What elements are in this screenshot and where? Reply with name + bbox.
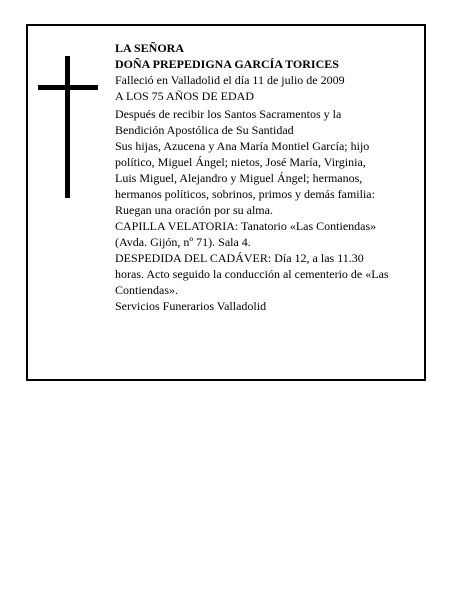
farewell-line: Contiendas».	[115, 283, 178, 297]
cross-horizontal-bar	[38, 85, 98, 90]
age-line: A LOS 75 AÑOS DE EDAD	[115, 89, 255, 103]
farewell-line: DESPEDIDA DEL CADÁVER: Día 12, a las 11.30	[115, 251, 364, 265]
chapel-line: CAPILLA VELATORIA: Tanatorio «Las Contiendas»	[115, 219, 377, 233]
sacraments-line: Bendición Apostólica de Su Santidad	[115, 123, 294, 137]
sacraments-line: Después de recibir los Santos Sacramentos y la	[115, 107, 342, 121]
family-line: Ruegan una oración por su alma.	[115, 203, 273, 217]
cross-vertical-bar	[65, 56, 70, 198]
services-line: Servicios Funerarios Valladolid	[115, 299, 267, 313]
family-line: hermanos políticos, sobrinos, primos y demás familia:	[115, 187, 375, 201]
cross-icon	[38, 56, 98, 198]
deceased-name: DOÑA PREPEDIGNA GARCÍA TORICES	[115, 57, 339, 71]
obituary-notice	[26, 24, 426, 381]
family-line: político, Miguel Ángel; nietos, José María, Virginia,	[115, 155, 366, 169]
family-line: Sus hijas, Azucena y Ana María Montiel García; hijo	[115, 139, 370, 153]
notice-title: LA SEÑORA	[115, 41, 185, 55]
chapel-line: (Avda. Gijón, nº 71). Sala 4.	[115, 235, 251, 249]
farewell-line: horas. Acto seguido la conducción al cementerio de «Las	[115, 267, 389, 281]
obituary-text	[115, 40, 427, 314]
death-line: Falleció en Valladolid el día 11 de julio de 2009	[115, 73, 345, 87]
family-line: Luis Miguel, Alejandro y Miguel Ángel; hermanos,	[115, 171, 363, 185]
